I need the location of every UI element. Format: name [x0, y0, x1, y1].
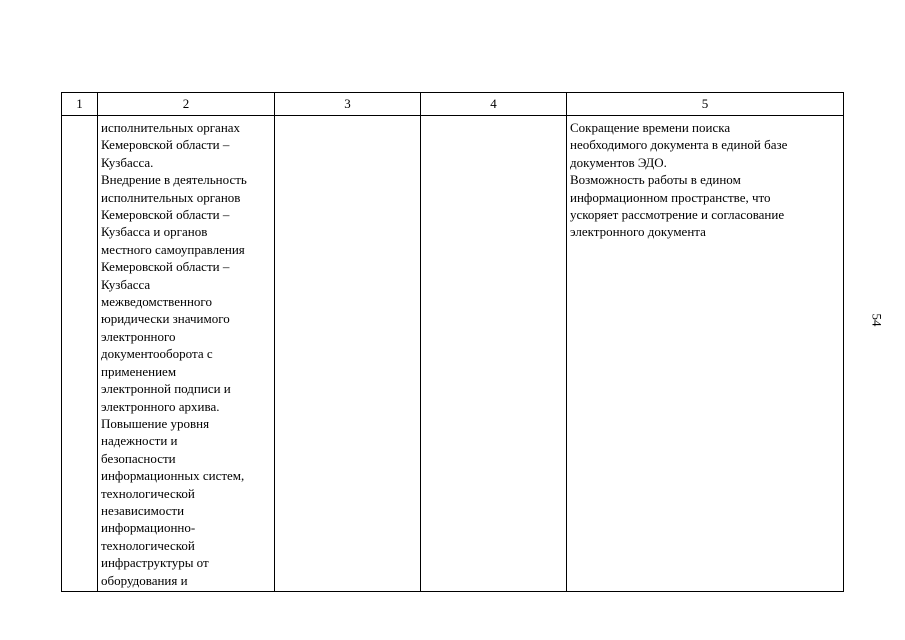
- header-col-2: 2: [98, 93, 275, 116]
- header-col-5: 5: [567, 93, 844, 116]
- header-col-4: 4: [421, 93, 567, 116]
- table-row: [62, 116, 844, 592]
- page-number: 54: [869, 313, 885, 327]
- header-col-3: 3: [275, 93, 421, 116]
- cell-col-5: [567, 116, 844, 592]
- cell-col-4-text: [421, 116, 566, 119]
- cell-col-5-text: Сокращение времени поиска необходимого документа в единой базе документов ЭДО. Возможность работы в едином информационном пространстве, что ускоряет рассмотрение и согласование электронного документа: [570, 120, 788, 240]
- cell-col-3: [275, 116, 421, 592]
- cell-col-3-text: [275, 116, 420, 119]
- cell-col-2-text: исполнительных органах Кемеровской области – Кузбасса. Внедрение в деятельность исполнительных органов Кемеровской области – Кузбасса и органов местного самоуправления Кемеровской области – Кузбасса межведомственного юридически значимого электронного документооборота с применением электронной подписи и электронного архива. Повышение уровня надежности и безопасности информационных систем, технологической независимости информационно- технологической инфраструктуры от оборудования и: [101, 120, 247, 588]
- document-table: [61, 92, 844, 592]
- cell-col-1-text: [62, 116, 97, 119]
- cell-col-4: [421, 116, 567, 592]
- header-row: [62, 93, 844, 116]
- cell-col-1: [62, 116, 98, 592]
- cell-col-2: [98, 116, 275, 592]
- header-col-1: 1: [62, 93, 98, 116]
